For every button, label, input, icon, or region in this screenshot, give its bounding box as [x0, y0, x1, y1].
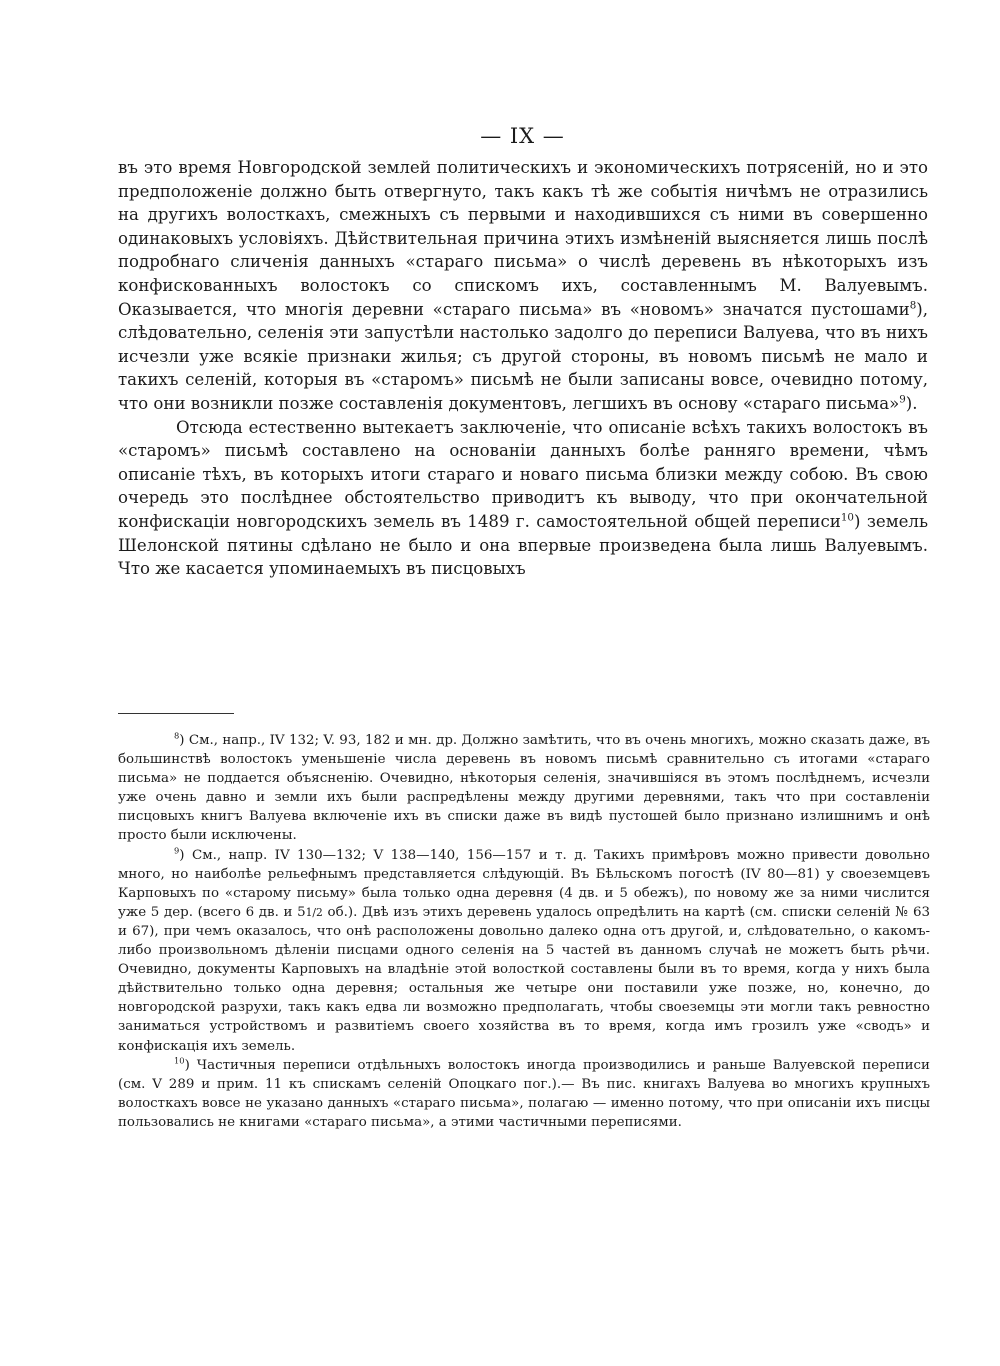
- footnote-9-text-b: об.). Двѣ изъ этихъ деревень удалось опредѣлить на картѣ (см. списки селеній № 63 и 67), при чемъ оказалось, что онѣ расположены довольно далеко одна отъ другой, и, слѣдовательно, о какомъ-либо произвольномъ дѣленіи писцами одного селенія на 5 частей въ данномъ случаѣ не можетъ быть рѣчи. Очевидно, документы Карповыхъ на владѣніе этой волосткой составлены были въ то время, когда у нихъ была дѣйствительно только одна деревня; остальныя же четыре они поставили уже позже, но, конечно, до новгородской разрухи, такъ какъ едва ли возможно предполагать, чтобы своеземцы эти могли такъ ревностно заниматься устройствомъ и развитіемъ своего хозяйства въ то время, когда имъ грозилъ уже «сводъ» и конфискація ихъ земель.: [118, 904, 930, 1054]
- paragraph-1-text-c: ).: [905, 393, 918, 413]
- footnote-9-text: ) См., напр. IV 130—132; V 138—140, 156—157 и т. д. Такихъ примѣровъ можно привести довольно много, но наиболѣе рельефнымъ представляется слѣдующій. Въ Бѣльскомъ погостѣ (IV 80—81) у своеземцевъ Карповыхъ по «старому письму» была только одна деревня (4 дв. и 5 обежъ), по новому же за ними числится уже 5 дер. (всего 6 дв. и 5: [118, 847, 930, 920]
- paragraph-1: [118, 156, 928, 416]
- footnote-9-fraction: 1/2: [305, 905, 323, 919]
- footnote-divider: [118, 713, 234, 714]
- page-number: — IX —: [480, 124, 565, 148]
- footnotes: [118, 731, 930, 1132]
- footnote-9: [118, 846, 930, 1056]
- footnote-10: [118, 1056, 930, 1132]
- paragraph-1-text: въ это время Новгородской землей политическихъ и экономическихъ потрясеній, но и это предположеніе должно быть отвергнуто, такъ какъ тѣ же событія ничѣмъ не отразились на другихъ волосткахъ, смежныхъ съ первыми и находившихся съ ними въ совершенно одинаковыхъ условіяхъ. Дѣйствительная причина этихъ измѣненій выясняется лишь послѣ подробнаго сличенія данныхъ «стараго письма» о числѣ деревень въ нѣкоторыхъ изъ конфискованныхъ волостокъ со спискомъ ихъ, составленнымъ М. Валуевымъ. Оказывается, что многія деревни «стараго письма» въ «новомъ» значатся пустошами: [118, 158, 928, 319]
- footnote-10-text: ) Частичныя переписи отдѣльныхъ волостокъ иногда производились и раньше Валуевской переписи (см. V 289 и прим. 11 къ спискамъ селеній Опоцкаго пог.).— Въ пис. книгахъ Валуева во многихъ крупныхъ волосткахъ вовсе не указано данныхъ «стараго письма», полагаю — именно потому, что при описаніи ихъ писцы пользовались не книгами «стараго письма», а этими частичными переписями.: [118, 1057, 930, 1130]
- paragraph-2-text: Отсюда естественно вытекаетъ заключеніе, что описаніе всѣхъ такихъ волостокъ въ «старомъ» письмѣ составлено на основаніи данныхъ болѣе ранняго времени, чѣмъ описаніе тѣхъ, въ которыхъ итоги стараго и новаго письма близки между собою. Въ свою очередь это послѣднее обстоятельство приводитъ къ выводу, что при окончательной конфискаціи новгородскихъ земель въ 1489 г. самостоятельной общей переписи: [118, 417, 928, 531]
- footnote-10-mark: 10: [174, 1055, 185, 1066]
- footnote-9-mark: 9: [174, 845, 180, 856]
- footnote-8: [118, 731, 930, 846]
- footnote-ref-10[interactable]: 10: [840, 511, 854, 524]
- footnote-ref-9[interactable]: 9: [899, 393, 906, 406]
- footnote-ref-8[interactable]: 8: [909, 299, 917, 312]
- paragraph-2-text-b: ) земель Шелонской пятины сдѣлано не было и она впервые произведена была лишь Валуевымъ. Что же касается упоминаемыхъ въ писцовыхъ: [118, 511, 928, 579]
- footnote-8-text: ) См., напр., IV 132; V. 93, 182 и мн. др. Должно замѣтить, что въ очень многихъ, можно сказать даже, въ большинствѣ волостокъ уменьшеніе числа деревень въ новомъ письмѣ сравнительно съ итогами «стараго письма» не поддается объясненію. Очевидно, нѣкоторыя селенія, значившіяся въ этомъ послѣднемъ, исчезли уже очень давно и земли ихъ были распредѣлены между другими деревнями, такъ что при составленіи писцовыхъ книгъ Валуева включеніе ихъ въ списки даже въ видѣ пустошей было признано излишнимъ и онѣ просто были исключены.: [118, 733, 930, 844]
- main-text: [118, 156, 928, 581]
- paragraph-1-text-b: ), слѣдовательно, селенія эти запустѣли настолько задолго до переписи Валуева, что въ нихъ исчезли уже всякіе признаки жилья; съ другой стороны, въ новомъ письмѣ не мало и такихъ селеній, которыя въ «старомъ» письмѣ не были записаны вовсе, очевидно потому, что они возникли позже составленія документовъ, легшихъ въ основу «стараго письма»: [118, 299, 928, 413]
- footnote-8-mark: 8: [174, 730, 180, 741]
- paragraph-2: [118, 416, 928, 581]
